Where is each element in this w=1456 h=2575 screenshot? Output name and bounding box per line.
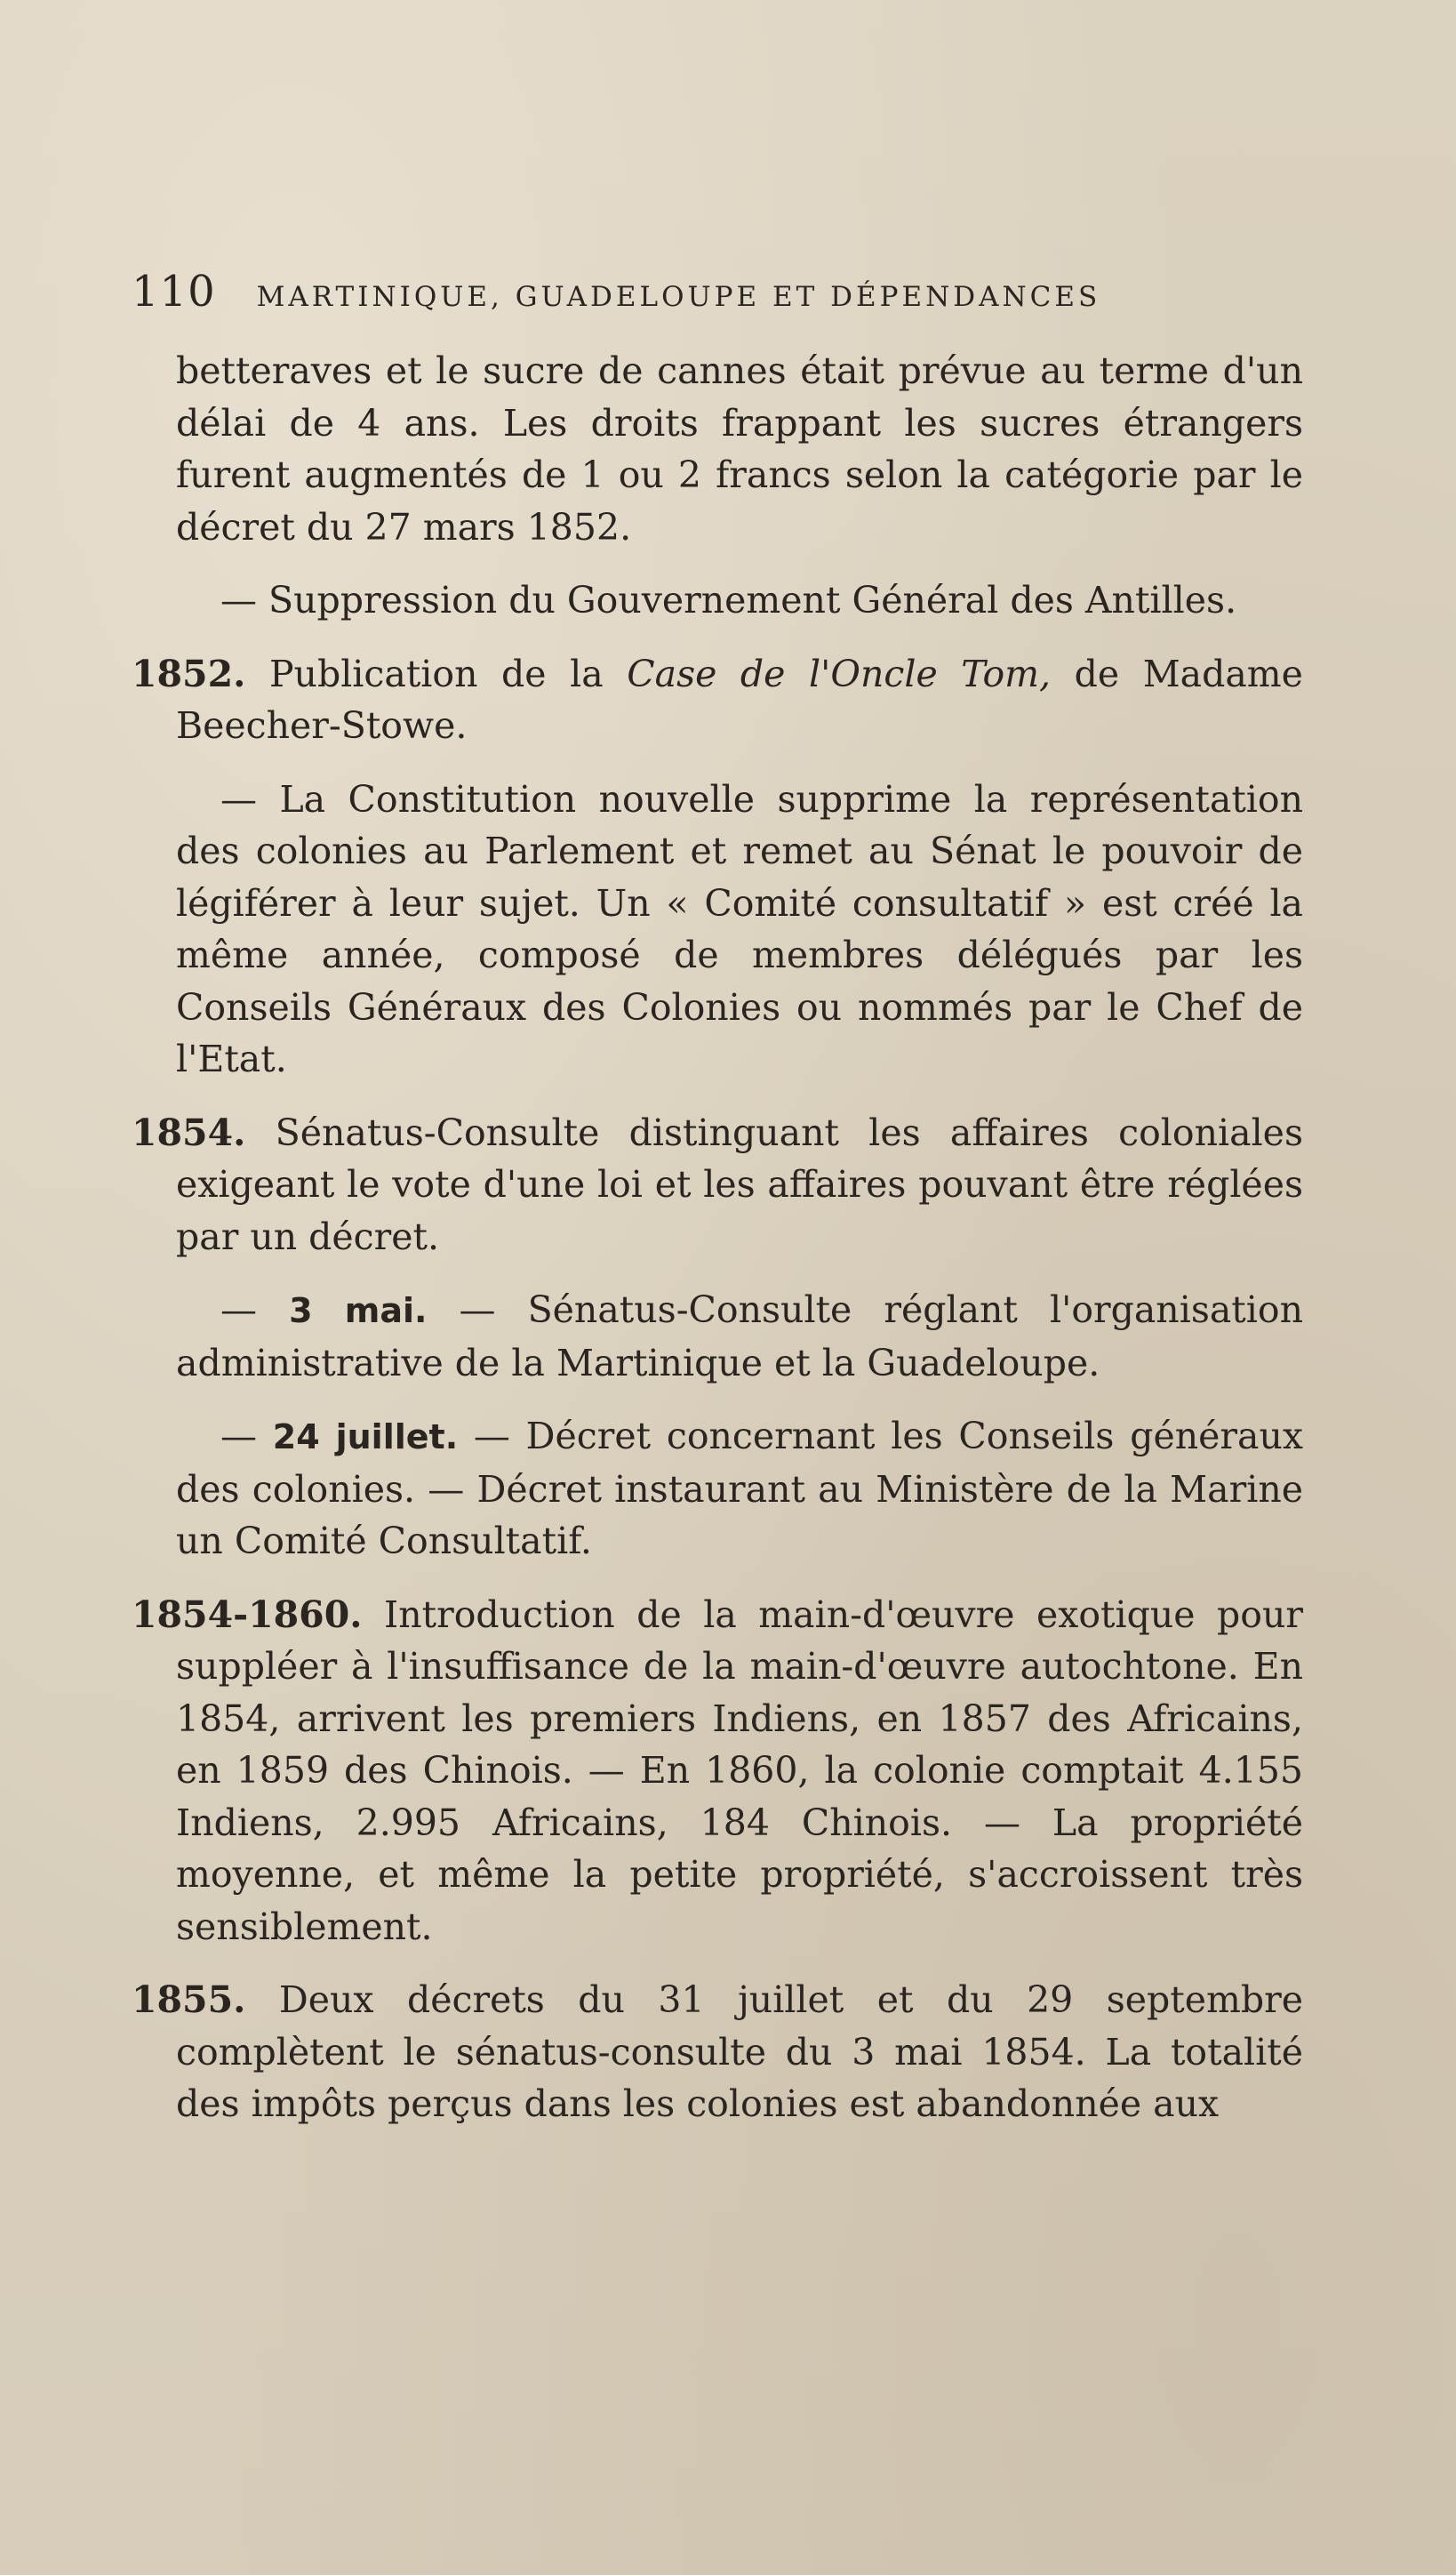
page-number: 110 [132,267,216,317]
entry-text: Deux décrets du 31 juillet et du 29 septembre complètent le sénatus-consulte du 3 mai 1854. La totalité des impôts perçus dans les colonies est abandonnée aux [176,1978,1303,2125]
running-head [132,267,1303,338]
date-label: 3 mai. [289,1291,428,1330]
paragraph-text: — Sénatus-Consulte réglant l'organisation administrative de la Martinique et la Guadeloupe. [176,1288,1303,1384]
paragraph-constitution: — La Constitution nouvelle supprime la représentation des colonies au Parlement et remet au Sénat le pouvoir de légiférer à leur sujet. Un « Comité consultatif » est créé la même année, composé de membres délégués par les Conseils Généraux des Colonies ou nommés par le Chef de l'Etat. [176,777,1303,1080]
entry-year: 1854-1860. [132,1592,363,1636]
entry-1852 [132,648,1303,752]
entry-text: Introduction de la main-d'œuvre exotique pour suppléer à l'insuffisance de la main-d'œuvre autochtone. En 1854, arrivent les premiers Indiens, en 1857 des Africains, en 1859 des Chinois. — En 1860, la colonie comptait 4.155 Indiens, 2.995 Africains, 184 Chinois. — La propriété moyenne, et même la petite propriété, s'accroissent très sensiblement. [176,1592,1303,1948]
paragraph-24-juillet [132,1410,1303,1568]
dash: — [220,1288,257,1331]
paragraph-text: — Décret concernant les Conseils généraux des colonies. — Décret instaurant au Ministère de la Marine un Comité Consultatif. [176,1415,1303,1562]
entry-1855 [132,1974,1303,2130]
entry-1854 [132,1107,1303,1263]
book-page [132,267,1303,2130]
entry-year: 1852. [132,652,246,695]
paragraph-suppression: — Suppression du Gouvernement Général des Antilles. [220,579,1237,622]
dash: — [220,1415,257,1457]
date-label: 24 juillet. [272,1417,459,1456]
entry-text: Sénatus-Consulte distinguant les affaires coloniales exigeant le vote d'une loi et les affaires pouvant être réglées par un décret. [176,1111,1303,1258]
entry-year: 1854. [132,1111,246,1154]
entry-text: de Madame Beecher-Stowe. [176,652,1303,747]
book-title: Case de l'Oncle Tom, [627,652,1052,695]
paragraph-continuation: betteraves et le sucre de cannes était prévue au terme d'un délai de 4 ans. Les droits frappant les sucres étrangers furent augmentés de 1 ou 2 francs selon la catégorie par le décret du 27 mars 1852. [176,349,1303,549]
entry-1854-1860 [132,1589,1303,1953]
paragraph-3-mai [132,1284,1303,1389]
entry-text: Publication de la [268,652,604,695]
running-title: MARTINIQUE, GUADELOUPE ET DÉPENDANCES [256,281,1101,313]
entry-year: 1855. [132,1978,246,2021]
